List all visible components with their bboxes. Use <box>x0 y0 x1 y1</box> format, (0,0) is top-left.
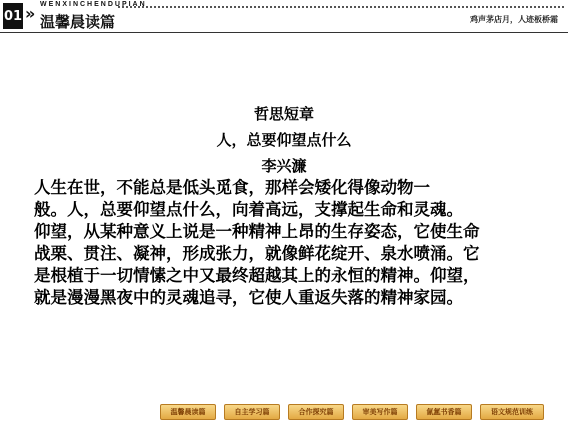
header-quote: 鸡声茅店月，人迹板桥霜 <box>470 15 558 24</box>
article-body <box>34 177 544 309</box>
nav-button-cooperative[interactable]: 合作探究篇 <box>288 404 344 420</box>
header-divider <box>0 32 568 33</box>
nav-button-aesthetic-writing[interactable]: 审美写作篇 <box>352 404 408 420</box>
bottom-nav <box>160 404 560 419</box>
body-line: 就是漫漫黑夜中的灵魂追寻，它使人重返失落的精神家园。 <box>34 288 463 307</box>
section-pinyin: WENXINCHENDUPIAN <box>40 1 147 8</box>
body-line: 人生在世，不能总是低头觅食，那样会矮化得像动物一 <box>34 178 430 197</box>
chevron-right-icon: » <box>25 4 36 23</box>
nav-button-language-training[interactable]: 语文规范训练 <box>480 404 544 420</box>
nav-button-warm-reading[interactable]: 温馨晨读篇 <box>160 404 216 420</box>
section-title: 温馨晨读篇 <box>40 13 116 31</box>
article-title: 人，总要仰望点什么 <box>216 131 352 149</box>
body-line: 战栗、贯注、凝神，形成张力，就像鲜花绽开、泉水喷涌。它 <box>34 244 480 263</box>
article-category: 哲思短章 <box>253 105 314 123</box>
body-line: 般。人，总要仰望点什么，向着高远，支撑起生命和灵魂。 <box>34 200 463 219</box>
nav-button-book-fragrance[interactable]: 氤氲书香篇 <box>416 404 472 420</box>
chapter-badge: 01 <box>3 3 23 29</box>
body-line: 仰望，从某种意义上说是一种精神上昂的生存姿态，它使生命 <box>34 222 480 241</box>
nav-button-self-study[interactable]: 自主学习篇 <box>224 404 280 420</box>
header-dotted-rule <box>118 6 564 8</box>
body-line: 是根植于一切情愫之中又最终超越其上的永恒的精神。仰望， <box>34 266 480 285</box>
header <box>0 0 568 36</box>
article-author: 李兴濂 <box>261 157 307 175</box>
